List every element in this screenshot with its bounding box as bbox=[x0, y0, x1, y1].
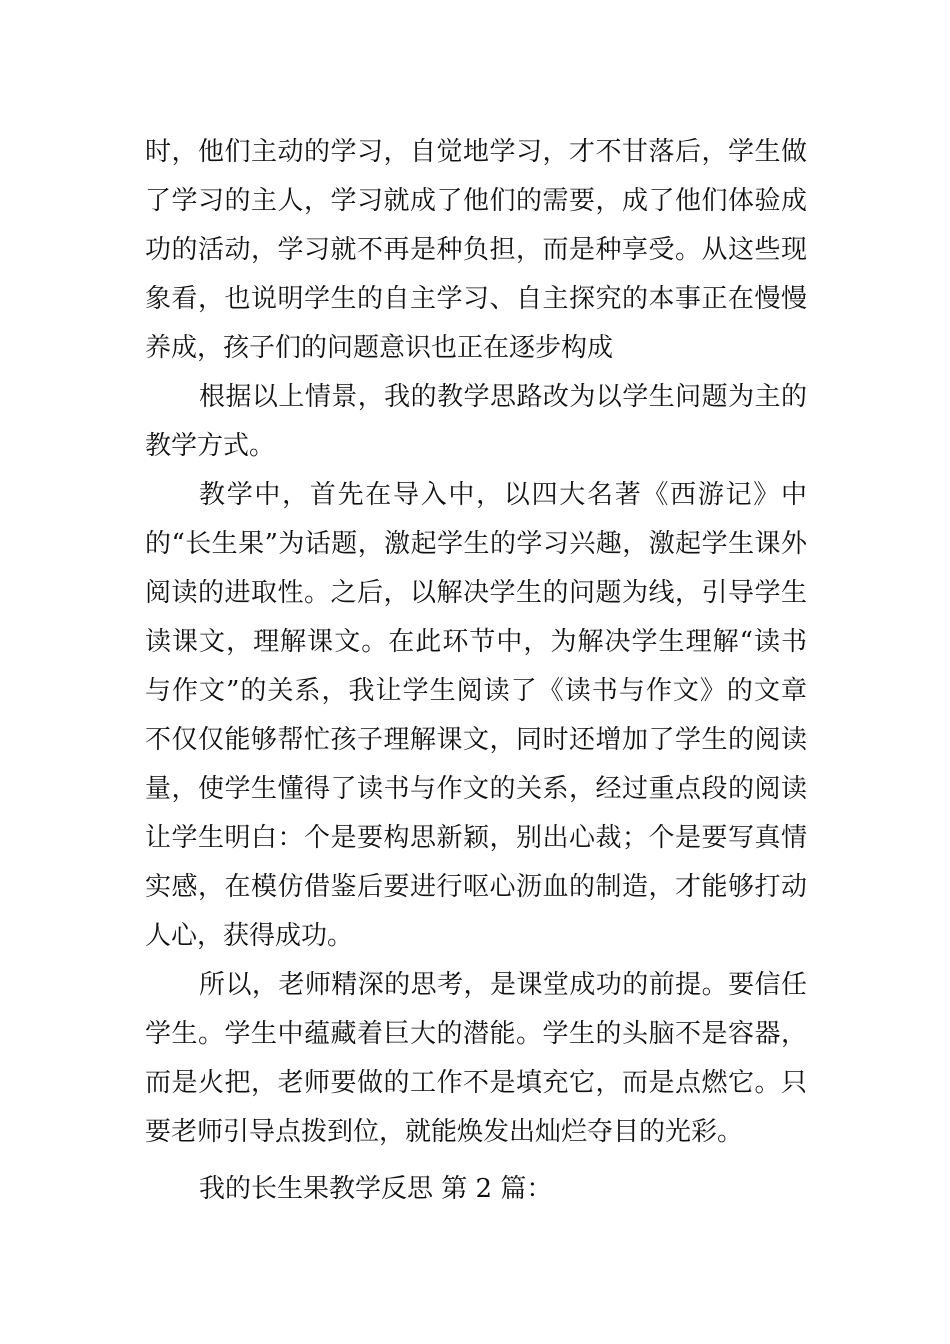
paragraph-2: 根据以上情景，我的教学思路改为以学生问题为主的教学方式。 bbox=[145, 382, 807, 461]
document-body bbox=[145, 128, 807, 1214]
paragraph-4: 所以，老师精深的思考，是课堂成功的前提。要信任学生。学生中蕴藏着巨大的潜能。学生的头脑不是容器，而是火把，老师要做的工作不是填充它，而是点燃它。只要老师引导点拨到位，就能焕发出灿烂夺目的光彩。 bbox=[145, 970, 807, 1147]
paragraph-3: 教学中，首先在导入中，以四大名著《西游记》中的“长生果”为话题，激起学生的学习兴趣，激起学生课外阅读的进取性。之后，以解决学生的问题为线，引导学生读课文，理解课文。在此环节中，为解决学生理解“读书与作文”的关系，我让学生阅读了《读书与作文》的文章不仅仅能够帮忙孩子理解课文，同时还增加了学生的阅读量，使学生懂得了读书与作文的关系，经过重点段的阅读让学生明白：个是要构思新颖，别出心裁；个是要写真情实感，在模仿借鉴后要进行呕心沥血的制造，才能够打动人心，获得成功。 bbox=[145, 480, 807, 951]
paragraph-1: 时，他们主动的学习，自觉地学习，才不甘落后，学生做了学习的主人，学习就成了他们的需要，成了他们体验成功的活动，学习就不再是种负担，而是种享受。从这些现象看，也说明学生的自主学习、自主探究的本事正在慢慢养成，孩子们的问题意识也正在逐步构成 bbox=[145, 137, 807, 363]
section-heading: 我的长生果教学反思 第 2 篇： bbox=[199, 1174, 553, 1204]
